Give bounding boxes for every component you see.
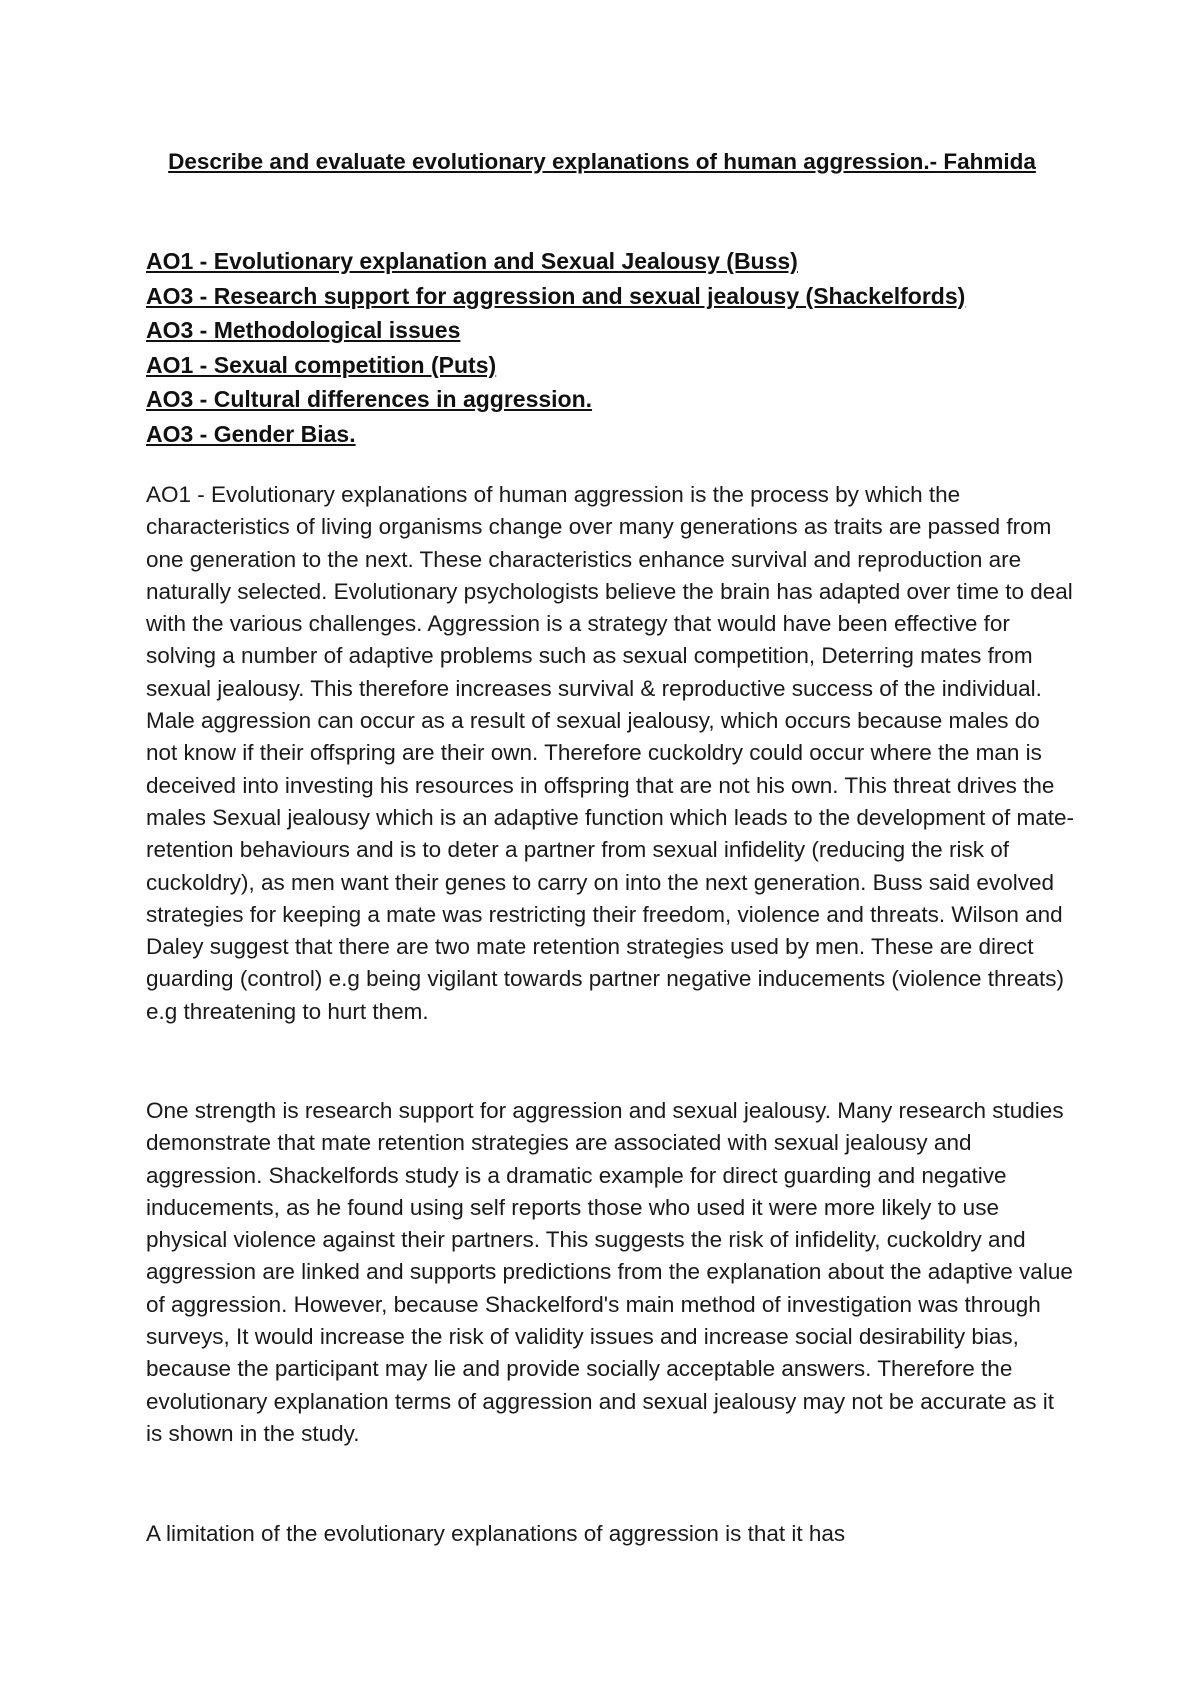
outline-item: AO1 - Sexual competition (Puts) [146,351,497,378]
paragraph-ao3-research-support: One strength is research support for aggression and sexual jealousy. Many research studies demonstrate that mate retention strategies are associated with sexual jealousy and aggression. Shackelfords study is a dramatic example for direct guarding and negative inducements, as he found using self reports those who used it were more likely to use physical violence against their partners. This suggests the risk of infidelity, cuckoldry and aggression are linked and supports predictions from the explanation about the adaptive value of aggression. However, because Shackelford's main method of investigation was through surveys, It would increase the risk of validity issues and increase social desirability bias, because the participant may lie and provide socially acceptable answers. Therefore the evolutionary explanation terms of aggression and sexual jealousy may not be accurate as it is shown in the study. [146,1098,1073,1446]
outline-item: AO3 - Cultural differences in aggression. [146,386,593,412]
outline-item: AO3 - Gender Bias. [146,420,356,447]
outline-item: AO3 - Methodological issues [146,317,461,343]
paragraph-limitation: A limitation of the evolutionary explanations of aggression is that it has [146,1521,846,1546]
document-title: Describe and evaluate evolutionary explanations of human aggression.- Fahmida [168,149,1036,174]
essay-outline [146,244,1076,451]
paragraph-ao1-evolutionary: AO1 - Evolutionary explanations of human aggression is the process by which the characteristics of living organisms change over many generations as traits are passed from one generation to the next. These characteristics enhance survival and reproduction are naturally selected. Evolutionary psychologists believe the brain has adapted over time to deal with the various challenges. Aggression is a strategy that would have been effective for solving a number of adaptive problems such as sexual competition, Deterring mates from sexual jealousy. This therefore increases survival & reproductive success of the individual. Male aggression can occur as a result of sexual jealousy, which occurs because males do not know if their offspring are their own. Therefore cuckoldry could occur where the man is deceived into investing his resources in offspring that are not his own. This threat drives the males Sexual jealousy which is an adaptive function which leads to the development of mate-retention behaviours and is to deter a partner from sexual infidelity (reducing the risk of cuckoldry), as men want their genes to carry on into the next generation. Buss said evolved strategies for keeping a mate was restricting their freedom, violence and threats. Wilson and Daley suggest that there are two mate retention strategies used by men. These are direct guarding (control) e.g being vigilant towards partner negative inducements (violence threats) e.g threatening to hurt them. [146,482,1075,1024]
outline-item: AO1 - Evolutionary explanation and Sexual Jealousy (Buss) [146,248,798,274]
outline-item: AO3 - Research support for aggression and sexual jealousy (Shackelfords) [146,282,966,309]
